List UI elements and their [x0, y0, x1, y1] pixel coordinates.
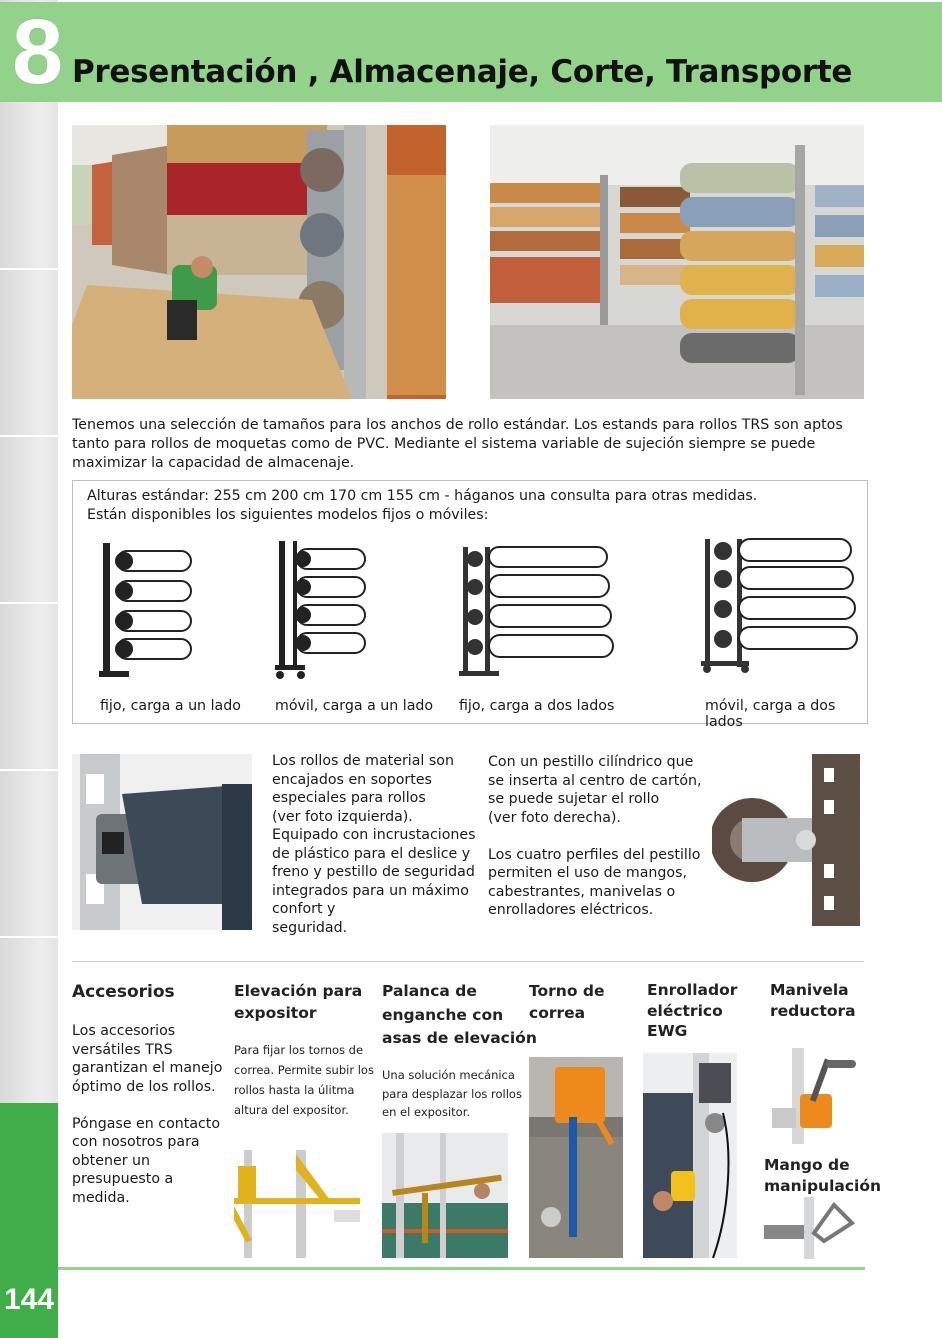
model-mobile-two-sides-illustration	[701, 535, 861, 685]
handling-handle-photo	[764, 1197, 858, 1259]
accessory-title	[647, 980, 737, 1042]
text-line: Los accesorios	[72, 1023, 176, 1039]
chapter-number: 8	[12, 1, 64, 103]
title-line: EWG	[647, 1022, 688, 1040]
text-line: Equipado con incrustaciones	[272, 827, 476, 843]
text-line: presupuesto a	[72, 1171, 174, 1187]
text-line: se puede sujetar el rollo	[488, 791, 660, 807]
sidebar-divider	[0, 936, 58, 938]
title-line: asas de elevación	[382, 1029, 537, 1047]
title-line: Manivela	[770, 981, 849, 999]
model-label: fijo, carga a dos lados	[459, 698, 615, 714]
title-line: correa	[529, 1004, 586, 1022]
models-description	[87, 487, 757, 524]
text-line: (ver foto izquierda).	[272, 808, 413, 825]
models-box	[72, 480, 868, 730]
electric-winder-photo	[643, 1053, 737, 1258]
standard-heights: Alturas estándar: 255 cm 200 cm 170 cm 155 cm - háganos una consulta para otras medidas.	[87, 488, 758, 504]
title-line: Mango de	[764, 1156, 850, 1174]
text-line: medida.	[72, 1189, 130, 1206]
title-line: eléctrico	[647, 1001, 723, 1020]
text-line: con nosotros para	[72, 1134, 200, 1150]
text-line: Una solución mecánica	[382, 1068, 515, 1082]
sidebar-divider	[0, 268, 58, 270]
page-number: 144	[0, 1270, 58, 1330]
text-line: (ver foto derecha).	[488, 809, 621, 826]
accessories-description	[72, 1022, 222, 1207]
model-label: móvil, carga a dos lados	[705, 698, 836, 730]
text-line: rollos hasta la úlitma	[234, 1083, 355, 1097]
text-line: Los cuatro perfiles del pestillo	[488, 846, 701, 863]
text-line: integrados para un máximo	[272, 882, 469, 899]
title-line: Enrollador	[647, 981, 738, 999]
lever-handle-photo	[382, 1133, 508, 1258]
accessory-title	[770, 980, 856, 1022]
carpet-store-photo	[72, 125, 446, 399]
pvc-roll-stand-photo	[490, 125, 864, 399]
text-line: Para fijar los tornos de	[234, 1043, 364, 1057]
text-line: permiten el uso de mangos,	[488, 865, 687, 881]
accessory-title	[764, 1155, 881, 1197]
reduction-crank-photo	[764, 1048, 862, 1144]
text-line: altura del expositor.	[234, 1103, 349, 1117]
sidebar-divider	[0, 435, 58, 437]
title-line: enganche con	[382, 1005, 504, 1024]
text-line: se inserta al centro de cartón,	[488, 772, 702, 789]
text-line: en el expositor.	[382, 1105, 471, 1119]
text-line: correa. Permite subir los	[234, 1063, 374, 1077]
model-mobile-one-side-illustration	[275, 535, 375, 685]
bottom-rule	[58, 1267, 865, 1270]
model-label: fijo, carga a un lado	[100, 698, 241, 714]
text-line: de plástico para el deslice y	[272, 845, 471, 862]
accessory-title	[234, 980, 362, 1024]
text-line: enrolladores eléctricos.	[488, 902, 654, 918]
accessory-description	[234, 1040, 374, 1120]
title-line: Elevación para	[234, 982, 363, 1000]
text-line: Póngase en contacto	[72, 1115, 221, 1132]
text-line: óptimo de los rollos.	[72, 1078, 216, 1095]
accessory-title	[382, 980, 537, 1051]
text-line: freno y pestillo de seguridad	[272, 864, 475, 880]
latch-description	[488, 753, 702, 920]
title-line: manipulación	[764, 1177, 882, 1195]
text-line: obtener un	[72, 1152, 151, 1169]
text-line: versátiles TRS	[72, 1041, 173, 1058]
belt-winch-photo	[529, 1057, 623, 1258]
cylindrical-latch-photo	[712, 754, 862, 926]
chapter-header	[0, 2, 942, 102]
model-fixed-two-sides-illustration	[459, 535, 619, 685]
roll-bracket-photo	[72, 754, 252, 930]
text-line: cabestrantes, manivelas o	[488, 883, 676, 900]
display-lift-photo	[234, 1150, 360, 1258]
models-available: Están disponibles los siguientes modelos fijos o móviles:	[87, 506, 489, 523]
text-line: confort y	[272, 901, 336, 917]
bracket-description	[272, 752, 476, 937]
text-line: encajados en soportes	[272, 771, 432, 788]
model-fixed-one-side-illustration	[99, 535, 199, 685]
intro-paragraph: Tenemos una selección de tamaños para los anchos de rollo estándar. Los estands para rollos TRS son aptos tanto para rollos de moquetas como de PVC. Mediante el sistema variable de sujeción siempre se puede maximizar la capacidad de almacenaje.	[72, 417, 843, 471]
section-divider	[72, 961, 864, 962]
accessory-description	[382, 1066, 522, 1122]
text-line: Con un pestillo cilíndrico que	[488, 754, 694, 770]
text-line: seguridad.	[272, 919, 348, 936]
accessories-title: Accesorios	[72, 982, 175, 1002]
model-label: móvil, carga a un lado	[275, 698, 434, 714]
text-line: garantizan el manejo	[72, 1060, 223, 1076]
title-line: Palanca de	[382, 982, 477, 1000]
sidebar-divider	[0, 769, 58, 771]
title-line: reductora	[770, 1002, 856, 1020]
title-line: expositor	[234, 1004, 317, 1022]
page-title: Presentación , Almacenaje, Corte, Transporte	[72, 54, 853, 90]
sidebar-divider	[0, 602, 58, 604]
text-line: Los rollos de material son	[272, 753, 454, 769]
accessory-title	[529, 980, 605, 1024]
text-line: especiales para rollos	[272, 790, 426, 806]
text-line: para desplazar los rollos	[382, 1086, 522, 1101]
title-line: Torno de	[529, 982, 605, 1000]
